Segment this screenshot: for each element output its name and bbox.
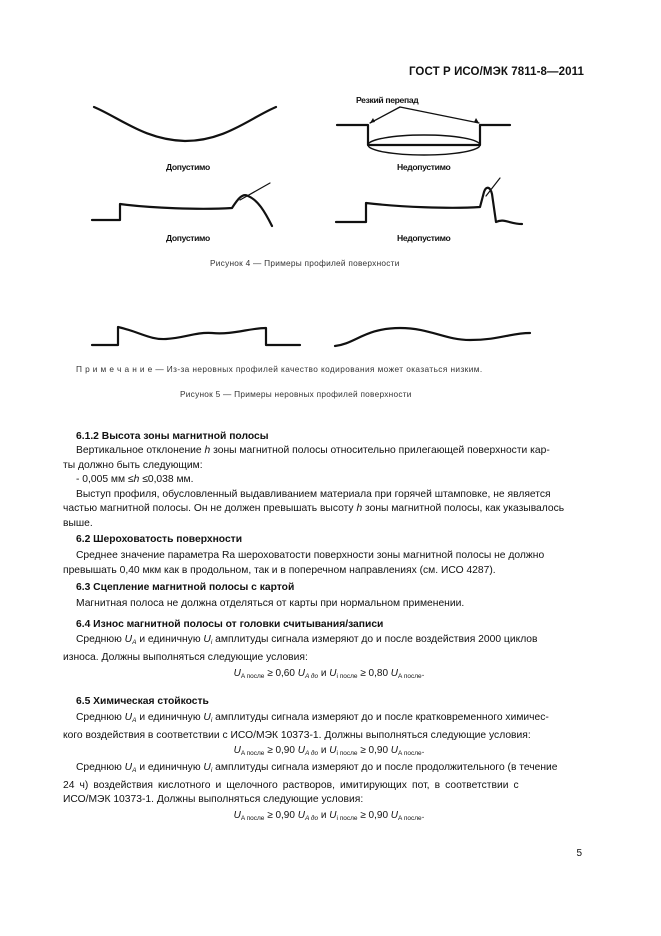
paragraph-6-2 <box>63 549 582 578</box>
figure-5-drawing <box>0 0 661 380</box>
line: превышать 0,40 мкм как в продольном, так и в поперечном направлениях (см. ИСО 4287). <box>63 564 496 576</box>
line: Среднюю $U_A$ и единичную $U_i$ амплитуды сигнала измеряют до и после кратковременного химичес- <box>76 712 549 724</box>
formula-6-4: $U_{A после} \ge 0,60$ $U_{A до}$ и $U_{i после} \ge 0,80$ $U_{A после}$. <box>233 668 425 680</box>
range-line: - 0,005 мм ≤h ≤0,038 мм. <box>76 474 194 486</box>
line: ИСО/МЭК 10373-1. Должны выполняться следующие условия: <box>63 794 364 806</box>
line: кого воздействия в соответствии с ИСО/МЭК 10373-1. Должны выполняться следующие условия: <box>63 729 531 741</box>
figure-4-caption: Рисунок 4 — Примеры профилей поверхности <box>210 258 400 268</box>
label-acceptable-2: Допустимо <box>166 233 210 243</box>
paragraph-6-4 <box>63 633 582 665</box>
label-unacceptable-1: Недопустимо <box>397 162 451 172</box>
label-acceptable-1: Допустимо <box>166 162 210 172</box>
label-sharp-step: Резкий перепад <box>356 95 419 105</box>
paragraph-6-1-2 <box>63 444 582 532</box>
formula-6-5-1: $U_{A после} \ge 0,90$ $U_{A до}$ и $U_{i после} \ge 0,90$ $U_{A после}$. <box>233 745 425 757</box>
document-header: ГОСТ Р ИСО/МЭК 7811-8—2011 <box>408 66 584 78</box>
heading-6-1-2: 6.1.2 Высота зоны магнитной полосы <box>76 431 269 442</box>
line: частью магнитной полосы. Он не должен превышать высоту h зоны магнитной полосы, как указывалось <box>63 503 565 515</box>
line: износа. Должны выполняться следующие условия: <box>63 651 308 663</box>
line: Выступ профиля, обусловленный выдавливанием материала при горячей штамповке, не является <box>76 488 551 500</box>
line: ты должно быть следующим: <box>63 459 203 471</box>
formula-6-5-2: $U_{A после} \ge 0,90$ $U_{A до}$ и $U_{i после} \ge 0,90$ $U_{A после}$. <box>233 810 425 822</box>
figure-5-note: П р и м е ч а н и е — Из-за неровных профилей качество кодирования может оказаться низким. <box>76 364 483 374</box>
profile-uneven-step <box>92 327 300 345</box>
paragraph-6-5b <box>63 761 582 808</box>
line: Среднее значение параметра Ra шероховатости поверхности зоны магнитной полосы не должно <box>76 550 545 561</box>
heading-6-3: 6.3 Сцепление магнитной полосы с картой <box>76 582 295 593</box>
line: выше. <box>63 517 93 529</box>
heading-6-2: 6.2 Шероховатость поверхности <box>76 534 243 545</box>
profile-uneven-wave <box>335 328 530 346</box>
line: Вертикальное отклонение h зоны магнитной полосы относительно прилегающей поверхности кар- <box>76 445 550 456</box>
paragraph-6-3: Магнитная полоса не должна отделяться от карты при нормальном применении. <box>76 598 465 609</box>
figure-5-caption: Рисунок 5 — Примеры неровных профилей поверхности <box>180 389 412 399</box>
page-number: 5 <box>576 848 582 859</box>
line: 24 ч) воздействия кислотного и щелочного растворов, имитирующих пот, в соответствии с <box>63 779 519 791</box>
line: Среднюю $U_A$ и единичную $U_i$ амплитуды сигнала измеряют до и после воздействия 2000 циклов <box>76 634 538 646</box>
line: Среднюю $U_A$ и единичную $U_i$ амплитуды сигнала измеряют до и после продолжительного (в течение <box>76 762 558 774</box>
label-unacceptable-2: Недопустимо <box>397 233 451 243</box>
heading-6-5: 6.5 Химическая стойкость <box>76 696 209 707</box>
paragraph-6-5a <box>63 711 582 743</box>
heading-6-4: 6.4 Износ магнитной полосы от головки считывания/записи <box>76 619 384 630</box>
